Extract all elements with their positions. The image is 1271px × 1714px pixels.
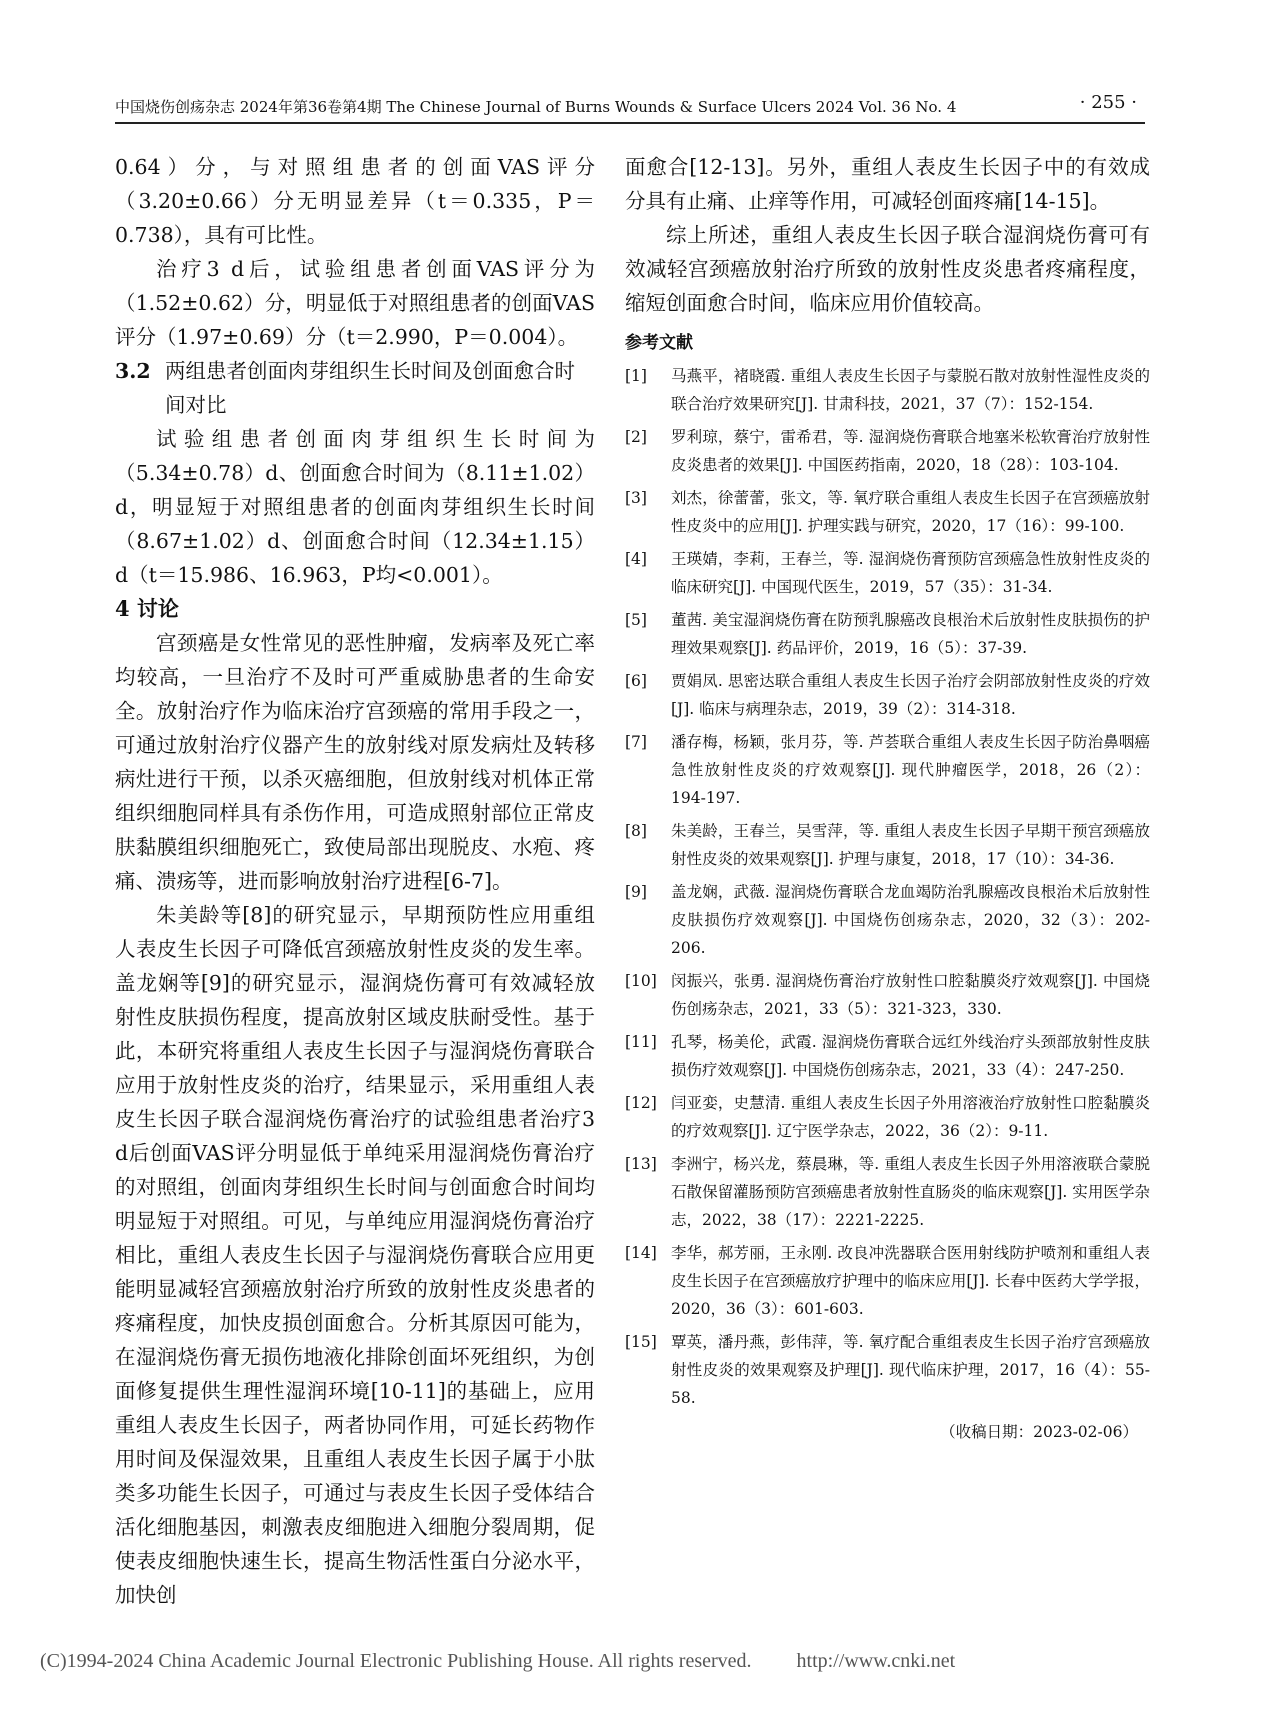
reference-item — [625, 667, 1150, 723]
reference-number: [3] — [625, 489, 647, 507]
section-heading-3-2 — [115, 354, 595, 422]
reference-text: 王瑛婧，李莉，王春兰，等. 湿润烧伤膏预防宫颈癌急性放射性皮炎的临床研究[J]. 中国现代医生，2019，57（35）：31-34. — [671, 550, 1150, 596]
results-paragraph-1: 0.64）分，与对照组患者的创面VAS评分（3.20±0.66）分无明显差异（t＝0.335，P＝0.738），具有可比性。 — [115, 155, 595, 247]
reference-list — [625, 362, 1150, 1412]
running-header — [115, 92, 1145, 124]
reference-text: 闵振兴，张勇. 湿润烧伤膏治疗放射性口腔黏膜炎疗效观察[J]. 中国烧伤创疡杂志，2021，33（5）：321-323，330. — [671, 972, 1150, 1018]
section-heading-discussion: 4 讨论 — [115, 596, 179, 621]
reference-text: 李华，郝芳丽，王永刚. 改良冲洗器联合医用射线防护喷剂和重组人表皮生长因子在宫颈癌放疗护理中的临床应用[J]. 长春中医药大学学报，2020，36（3）：601-603. — [671, 1244, 1150, 1318]
reference-text: 潘存梅，杨颖，张月芬，等. 芦荟联合重组人表皮生长因子防治鼻咽癌急性放射性皮炎的疗效观察[J]. 现代肿瘤医学，2018，26（2）：194-197. — [671, 733, 1150, 807]
reference-item — [625, 967, 1150, 1023]
copyright-footer — [40, 1650, 955, 1673]
results-paragraph-2: 治疗3 d后，试验组患者创面VAS评分为（1.52±0.62）分，明显低于对照组患者的创面VAS评分（1.97±0.69）分（t＝2.990，P＝0.004）。 — [115, 257, 595, 349]
discussion-paragraph-1: 宫颈癌是女性常见的恶性肿瘤，发病率及死亡率均较高，一旦治疗不及时可严重威胁患者的生命安全。放射治疗作为临床治疗宫颈癌的常用手段之一，可通过放射治疗仪器产生的放射线对原发病灶及转移病灶进行干预，以杀灭癌细胞，但放射线对机体正常组织细胞同样具有杀伤作用，可造成照射部位正常皮肤黏膜组织细胞死亡，致使局部出现脱皮、水疱、疼痛、溃疡等，进而影响放射治疗进程[6-7]。 — [115, 631, 595, 893]
reference-text: 罗利琼，蔡宁，雷希君，等. 湿润烧伤膏联合地塞米松软膏治疗放射性皮炎患者的效果[J]. 中国医药指南，2020，18（28）：103-104. — [671, 428, 1150, 474]
right-column — [625, 150, 1150, 1446]
copyright-text: (C)1994-2024 China Academic Journal Electronic Publishing House. All rights reserved. — [40, 1650, 752, 1672]
page-number: · 255 · — [1079, 92, 1137, 113]
reference-text: 刘杰，徐蕾蕾，张文，等. 氧疗联合重组人表皮生长因子在宫颈癌放射性皮炎中的应用[J]. 护理实践与研究，2020，17（16）：99-100. — [671, 489, 1150, 535]
references-heading: 参考文献 — [625, 333, 693, 353]
reference-number: [11] — [625, 1033, 657, 1051]
reference-number: [5] — [625, 611, 647, 629]
section-title: 两组患者创面肉芽组织生长时间及创面愈合时间对比 — [165, 359, 575, 417]
reference-item — [625, 423, 1150, 479]
reference-number: [2] — [625, 428, 647, 446]
reference-text: 朱美龄，王春兰，吴雪萍，等. 重组人表皮生长因子早期干预宫颈癌放射性皮炎的效果观察[J]. 护理与康复，2018，17（10）：34-36. — [671, 822, 1150, 868]
discussion-paragraph-3: 面愈合[12-13]。另外，重组人表皮生长因子中的有效成分具有止痛、止痒等作用，可减轻创面疼痛[14-15]。 — [625, 155, 1150, 213]
reference-number: [12] — [625, 1094, 657, 1112]
reference-item — [625, 484, 1150, 540]
reference-text: 孔琴，杨美伦，武霞. 湿润烧伤膏联合远红外线治疗头颈部放射性皮肤损伤疗效观察[J]. 中国烧伤创疡杂志，2021，33（4）：247-250. — [671, 1033, 1150, 1079]
left-column — [115, 150, 595, 1612]
reference-item — [625, 1328, 1150, 1412]
reference-number: [10] — [625, 972, 657, 990]
reference-text: 董茜. 美宝湿润烧伤膏在防预乳腺癌改良根治术后放射性皮肤损伤的护理效果观察[J]. 药品评价，2019，16（5）：37-39. — [671, 611, 1150, 657]
reference-number: [13] — [625, 1155, 657, 1173]
reference-number: [4] — [625, 550, 647, 568]
reference-number: [1] — [625, 367, 647, 385]
reference-number: [15] — [625, 1333, 657, 1351]
reference-item — [625, 1028, 1150, 1084]
reference-text: 马燕平，褚晓霞. 重组人表皮生长因子与蒙脱石散对放射性湿性皮炎的联合治疗效果研究[J]. 甘肃科技，2021，37（7）：152-154. — [671, 367, 1150, 413]
reference-item — [625, 878, 1150, 962]
discussion-paragraph-2: 朱美龄等[8]的研究显示，早期预防性应用重组人表皮生长因子可降低宫颈癌放射性皮炎的发生率。盖龙娴等[9]的研究显示，湿润烧伤膏可有效减轻放射性皮肤损伤程度，提高放射区域皮肤耐受性。基于此，本研究将重组人表皮生长因子与湿润烧伤膏联合应用于放射性皮炎的治疗，结果显示，采用重组人表皮生长因子联合湿润烧伤膏治疗的试验组患者治疗3 d后创面VAS评分明显低于单纯采用湿润烧伤膏治疗的对照组，创面肉芽组织生长时间与创面愈合时间均明显短于对照组。可见，与单纯应用湿润烧伤膏治疗相比，重组人表皮生长因子与湿润烧伤膏联合应用更能明显减轻宫颈癌放射治疗所致的放射性皮炎患者的疼痛程度，加快皮损创面愈合。分析其原因可能为，在湿润烧伤膏无损伤地液化排除创面坏死组织，为创面修复提供生理性湿润环境[10-11]的基础上，应用重组人表皮生长因子，两者协同作用，可延长药物作用时间及保湿效果，且重组人表皮生长因子属于小肽类多功能生长因子，可通过与表皮生长因子受体结合活化细胞基因，刺激表皮细胞进入细胞分裂周期，促使表皮细胞快速生长，提高生物活性蛋白分泌水平，加快创 — [115, 903, 595, 1607]
reference-item — [625, 1150, 1150, 1234]
reference-number: [6] — [625, 672, 647, 690]
reference-text: 覃英，潘丹燕，彭伟萍，等. 氧疗配合重组表皮生长因子治疗宫颈癌放射性皮炎的效果观察及护理[J]. 现代临床护理，2017，16（4）：55-58. — [671, 1333, 1150, 1407]
conclusion-paragraph: 综上所述，重组人表皮生长因子联合湿润烧伤膏可有效减轻宫颈癌放射治疗所致的放射性皮炎患者疼痛程度，缩短创面愈合时间，临床应用价值较高。 — [625, 223, 1150, 315]
results-paragraph-3: 试验组患者创面肉芽组织生长时间为（5.34±0.78）d、创面愈合时间为（8.11±1.02）d，明显短于对照组患者的创面肉芽组织生长时间（8.67±1.02）d、创面愈合时间（12.34±1.15）d（t＝15.986、16.963，P均<0.001）。 — [115, 427, 595, 587]
reference-number: [9] — [625, 883, 647, 901]
footer-link[interactable]: http://www.cnki.net — [796, 1650, 956, 1672]
journal-citation: 中国烧伤创疡杂志 2024年第36卷第4期 The Chinese Journal of Burns Wounds & Surface Ulcers 2024 Vol. 36 No. 4 — [115, 98, 957, 116]
reference-item — [625, 606, 1150, 662]
reference-text: 闫亚娈，史慧清. 重组人表皮生长因子外用溶液治疗放射性口腔黏膜炎的疗效观察[J]. 辽宁医学杂志，2022，36（2）：9-11. — [671, 1094, 1150, 1140]
reference-text: 李洲宁，杨兴龙，蔡晨琳，等. 重组人表皮生长因子外用溶液联合蒙脱石散保留灌肠预防宫颈癌患者放射性直肠炎的临床观察[J]. 实用医学杂志，2022，38（17）：2221-2225. — [671, 1155, 1150, 1229]
reference-item — [625, 728, 1150, 812]
section-number: 3.2 — [115, 359, 151, 383]
reference-number: [14] — [625, 1244, 657, 1262]
reference-item — [625, 545, 1150, 601]
reference-text: 盖龙娴，武薇. 湿润烧伤膏联合龙血竭防治乳腺癌改良根治术后放射性皮肤损伤疗效观察[J]. 中国烧伤创疡杂志，2020，32（3）：202-206. — [671, 883, 1150, 957]
reference-item — [625, 1239, 1150, 1323]
reference-item — [625, 817, 1150, 873]
reference-number: [8] — [625, 822, 647, 840]
reference-number: [7] — [625, 733, 647, 751]
reference-item — [625, 362, 1150, 418]
received-date: （收稿日期：2023-02-06） — [940, 1423, 1138, 1441]
reference-text: 贾娟凤. 思密达联合重组人表皮生长因子治疗会阴部放射性皮炎的疗效[J]. 临床与病理杂志，2019，39（2）：314-318. — [671, 672, 1150, 718]
reference-item — [625, 1089, 1150, 1145]
